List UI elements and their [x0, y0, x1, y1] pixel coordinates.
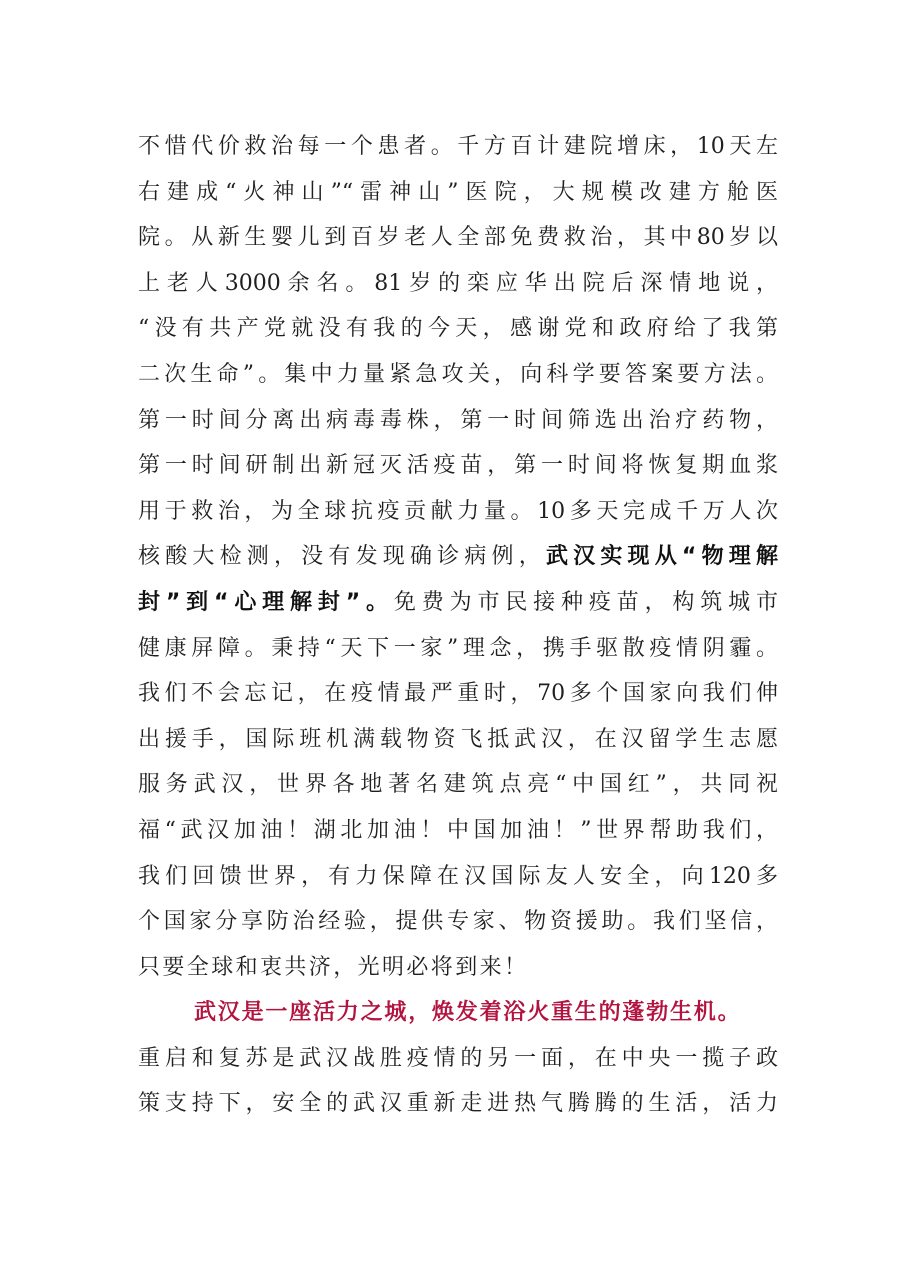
emphasis-text: 武汉实现从“物理解	[545, 544, 778, 570]
text-line: 策支持下，安全的武汉重新走进热气腾腾的生活，活力	[138, 1091, 778, 1117]
text-line: 我们回馈世界，有力保障在汉国际友人安全，向120多	[138, 863, 778, 889]
text-line: 只要全球和衷共济，光明必将到来！	[138, 954, 529, 980]
text-line: 院。从新生婴儿到百岁老人全部免费救治，其中80岁以	[138, 225, 778, 251]
text-line: 我们不会忘记，在疫情最严重时，70多个国家向我们伸	[138, 681, 778, 707]
text-line: 第一时间分离出病毒毒株，第一时间筛选出治疗药物，	[138, 407, 778, 433]
text-line: 不惜代价救治每一个患者。千方百计建院增床，10天左	[138, 134, 778, 159]
text-line-mixed	[138, 580, 778, 626]
text-line: 个国家分享防治经验，提供专家、物资援助。我们坚信，	[138, 909, 778, 935]
text-segment: 核酸大检测，没有发现确诊病例，	[138, 544, 546, 570]
section-heading: 武汉是一座活力之城，焕发着浴火重生的蓬勃生机。	[194, 1000, 742, 1026]
text-line-mixed	[138, 534, 778, 580]
body-text	[138, 124, 778, 1127]
emphasis-text: 封”到“心理解封”。	[138, 589, 394, 615]
text-line: 健康屏障。秉持“天下一家”理念，携手驱散疫情阴霾。	[138, 635, 778, 661]
text-line: 右建成“火神山”“雷神山”医院，大规模改建方舱医	[138, 179, 778, 205]
text-line: 服务武汉，世界各地著名建筑点亮“中国红”，共同祝	[138, 772, 778, 798]
text-line: 用于救治，为全球抗疫贡献力量。10多天完成千万人次	[138, 498, 778, 524]
text-line: “没有共产党就没有我的今天，感谢党和政府给了我第	[138, 316, 778, 342]
text-line: 上老人3000余名。81岁的栾应华出院后深情地说，	[138, 270, 778, 296]
text-line: 福“武汉加油！湖北加油！中国加油！”世界帮助我们，	[138, 817, 778, 843]
text-line: 第一时间研制出新冠灭活疫苗，第一时间将恢复期血浆	[138, 453, 778, 479]
text-segment: 免费为市民接种疫苗，构筑城市	[393, 589, 778, 615]
text-line: 二次生命”。集中力量紧急攻关，向科学要答案要方法。	[138, 361, 778, 387]
text-line: 出援手，国际班机满载物资飞抵武汉，在汉留学生志愿	[138, 726, 778, 752]
text-line: 重启和复苏是武汉战胜疫情的另一面，在中央一揽子政	[138, 1045, 778, 1071]
